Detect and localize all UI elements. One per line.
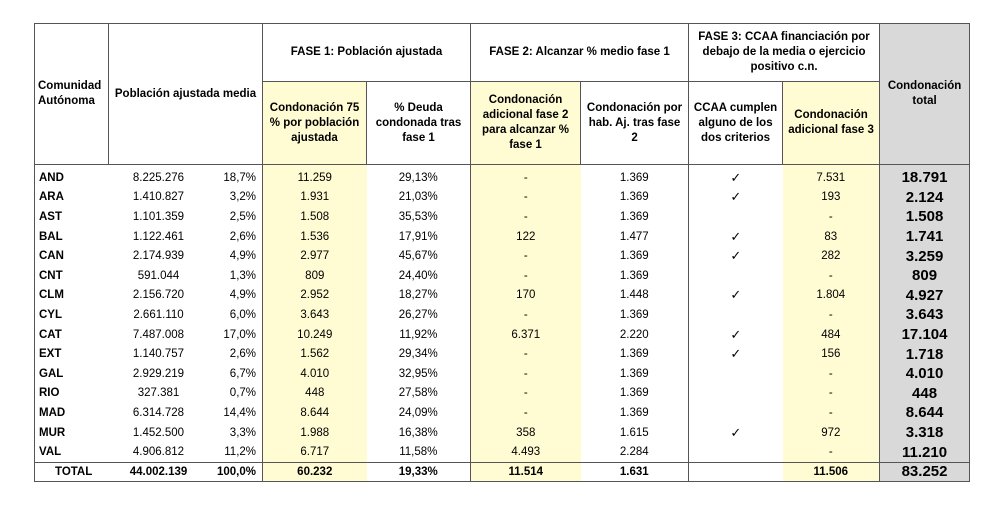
cell-f2-adicional: - — [471, 305, 581, 325]
cell-f2-hab: 1.369 — [581, 384, 689, 404]
cell-total: 3.318 — [880, 423, 970, 443]
cell-f2-hab: 1.477 — [581, 227, 689, 247]
header-poblacion: Población ajustada media — [109, 24, 263, 165]
cell-total: 11.210 — [880, 442, 970, 462]
cell-f3-adicional: 7.531 — [783, 165, 880, 188]
table-row — [35, 403, 970, 423]
cell-code: MUR — [35, 423, 109, 443]
cell-f2-adicional: - — [471, 207, 581, 227]
cell-f1-deuda: 29,34% — [367, 344, 471, 364]
table-row — [35, 188, 970, 208]
table-row — [35, 266, 970, 286]
cell-f1-condonacion: 1.536 — [263, 227, 367, 247]
table-row — [35, 442, 970, 462]
cell-total: 2.124 — [880, 188, 970, 208]
condonacion-table — [34, 23, 970, 482]
cell-f1-deuda: 19,33% — [367, 462, 471, 481]
cell-f1-condonacion: 4.010 — [263, 364, 367, 384]
cell-f2-hab: 1.369 — [581, 403, 689, 423]
cell-code: ARA — [35, 188, 109, 208]
cell-total: 8.644 — [880, 403, 970, 423]
table-row — [35, 286, 970, 306]
cell-f3-adicional: 1.804 — [783, 286, 880, 306]
cell-f3-adicional: 972 — [783, 423, 880, 443]
cell-f3-adicional: 83 — [783, 227, 880, 247]
cell-poblacion: 1.410.827 — [132, 191, 185, 204]
cell-f1-condonacion: 8.644 — [263, 403, 367, 423]
cell-total: 83.252 — [880, 462, 970, 481]
cell-f3-cumplen — [689, 384, 783, 404]
cell-code: GAL — [35, 364, 109, 384]
cell-total: 3.643 — [880, 305, 970, 325]
table-row — [35, 227, 970, 247]
cell-f1-deuda: 29,13% — [367, 165, 471, 188]
cell-poblacion: 1.452.500 — [132, 426, 185, 439]
cell-f1-condonacion: 1.931 — [263, 188, 367, 208]
cell-f2-adicional: 170 — [471, 286, 581, 306]
header-fase1: FASE 1: Población ajustada — [263, 24, 471, 82]
cell-total: 17.104 — [880, 325, 970, 345]
cell-f1-condonacion: 10.249 — [263, 325, 367, 345]
cell-f3-adicional: - — [783, 207, 880, 227]
cell-code: EXT — [35, 344, 109, 364]
cell-porcentaje: 3,2% — [229, 191, 257, 204]
cell-f3-adicional: 156 — [783, 344, 880, 364]
cell-f2-adicional: - — [471, 384, 581, 404]
cell-poblacion: 8.225.276 — [132, 171, 185, 184]
cell-porcentaje: 2,5% — [229, 210, 257, 223]
cell-f3-cumplen: ✓ — [730, 228, 742, 244]
cell-f1-condonacion: 1.988 — [263, 423, 367, 443]
cell-f2-hab: 1.369 — [581, 266, 689, 286]
cell-f2-adicional: - — [471, 246, 581, 266]
cell-poblacion: 2.929.219 — [132, 367, 185, 380]
cell-f3-adicional: - — [783, 442, 880, 462]
cell-total: 1.741 — [880, 227, 970, 247]
cell-porcentaje: 4,9% — [229, 250, 257, 263]
cell-f2-hab: 1.369 — [581, 207, 689, 227]
cell-code: CAT — [35, 325, 109, 345]
cell-f3-adicional: - — [783, 364, 880, 384]
cell-porcentaje: 2,6% — [229, 348, 257, 361]
cell-f3-cumplen — [689, 266, 783, 286]
cell-f1-condonacion: 6.717 — [263, 442, 367, 462]
cell-f3-cumplen: ✓ — [730, 346, 742, 362]
header-f2-adicional: Condonación adicional fase 2 para alcanzar % fase 1 — [471, 82, 581, 165]
cell-poblacion: 2.156.720 — [132, 289, 185, 302]
cell-total: 3.259 — [880, 246, 970, 266]
cell-f3-adicional: - — [783, 403, 880, 423]
cell-total: 4.010 — [880, 364, 970, 384]
cell-f1-deuda: 32,95% — [367, 364, 471, 384]
cell-total: 448 — [880, 384, 970, 404]
cell-poblacion: 1.122.461 — [132, 230, 185, 243]
header-fase2: FASE 2: Alcanzar % medio fase 1 — [471, 24, 689, 82]
cell-f3-cumplen: ✓ — [730, 248, 742, 264]
cell-f1-deuda: 27,58% — [367, 384, 471, 404]
cell-f2-adicional: - — [471, 344, 581, 364]
cell-poblacion: 2.661.110 — [133, 308, 184, 321]
cell-f3-adicional: 193 — [783, 188, 880, 208]
cell-poblacion: 1.101.359 — [132, 210, 185, 223]
cell-f1-deuda: 26,27% — [367, 305, 471, 325]
cell-f3-cumplen — [689, 305, 783, 325]
header-fase3: FASE 3: CCAA financiación por debajo de la media o ejercicio positivo c.n. — [689, 24, 880, 82]
cell-f2-hab: 1.369 — [581, 344, 689, 364]
cell-f3-adicional: - — [783, 384, 880, 404]
cell-f2-adicional: - — [471, 165, 581, 188]
cell-f3-cumplen — [689, 462, 783, 481]
cell-f2-adicional: 6.371 — [471, 325, 581, 345]
cell-total: 809 — [880, 266, 970, 286]
cell-f3-adicional: 484 — [783, 325, 880, 345]
cell-f3-cumplen: ✓ — [730, 287, 742, 303]
cell-f1-condonacion: 448 — [263, 384, 367, 404]
cell-f1-condonacion: 3.643 — [263, 305, 367, 325]
cell-f3-cumplen — [689, 442, 783, 462]
cell-code: TOTAL — [35, 462, 109, 481]
cell-f1-condonacion: 809 — [263, 266, 367, 286]
cell-code: RIO — [35, 384, 109, 404]
cell-f3-adicional: 282 — [783, 246, 880, 266]
cell-porcentaje: 2,6% — [229, 230, 257, 243]
cell-code: BAL — [35, 227, 109, 247]
cell-porcentaje: 17,0% — [223, 328, 257, 341]
cell-f2-adicional: 11.514 — [471, 462, 581, 481]
header-comunidad: Comunidad Autónoma — [35, 24, 109, 165]
cell-total: 1.718 — [880, 344, 970, 364]
totals-row — [35, 462, 970, 481]
cell-porcentaje: 18,7% — [223, 171, 257, 184]
cell-poblacion: 591.044 — [137, 269, 180, 282]
table-row — [35, 165, 970, 188]
cell-porcentaje: 3,3% — [229, 426, 257, 439]
cell-f2-adicional: - — [471, 266, 581, 286]
header-f3-adicional: Condonación adicional fase 3 — [783, 82, 880, 165]
cell-f2-hab: 1.631 — [581, 462, 689, 481]
cell-f2-hab: 1.369 — [581, 305, 689, 325]
cell-poblacion: 1.140.757 — [132, 348, 185, 361]
cell-f2-hab: 1.369 — [581, 165, 689, 188]
cell-f3-adicional: - — [783, 266, 880, 286]
cell-f1-deuda: 45,67% — [367, 246, 471, 266]
cell-poblacion: 327.381 — [137, 387, 180, 400]
cell-f1-deuda: 11,92% — [367, 325, 471, 345]
cell-poblacion: 44.002.139 — [109, 462, 197, 481]
cell-f1-deuda: 11,58% — [367, 442, 471, 462]
cell-f3-cumplen: ✓ — [730, 189, 742, 205]
cell-f2-adicional: 122 — [471, 227, 581, 247]
cell-code: CNT — [35, 266, 109, 286]
cell-f3-adicional: - — [783, 305, 880, 325]
cell-f2-adicional: 358 — [471, 423, 581, 443]
cell-code: VAL — [35, 442, 109, 462]
cell-f1-deuda: 16,38% — [367, 423, 471, 443]
cell-code: CLM — [35, 286, 109, 306]
cell-f2-hab: 1.369 — [581, 188, 689, 208]
cell-poblacion: 4.906.812 — [132, 446, 185, 459]
cell-porcentaje: 4,9% — [229, 289, 257, 302]
cell-f1-deuda: 35,53% — [367, 207, 471, 227]
cell-porcentaje: 11,2% — [224, 446, 257, 459]
table-row — [35, 305, 970, 325]
cell-porcentaje: 1,3% — [229, 269, 257, 282]
cell-f1-condonacion: 60.232 — [263, 462, 367, 481]
cell-f3-adicional: 11.506 — [783, 462, 880, 481]
cell-f2-hab: 2.284 — [581, 442, 689, 462]
cell-total: 4.927 — [880, 286, 970, 306]
cell-porcentaje: 6,7% — [229, 367, 257, 380]
table-row — [35, 344, 970, 364]
cell-f2-hab: 2.220 — [581, 325, 689, 345]
header-f1-deuda: % Deuda condonada tras fase 1 — [367, 82, 471, 165]
cell-f2-hab: 1.615 — [581, 423, 689, 443]
cell-f3-cumplen — [689, 207, 783, 227]
cell-total: 1.508 — [880, 207, 970, 227]
cell-f2-adicional: - — [471, 364, 581, 384]
cell-f3-cumplen: ✓ — [730, 424, 742, 440]
cell-f1-deuda: 24,09% — [367, 403, 471, 423]
header-total: Condonación total — [880, 24, 970, 165]
cell-porcentaje: 6,0% — [229, 308, 257, 321]
cell-f3-cumplen: ✓ — [730, 169, 742, 185]
cell-f1-deuda: 17,91% — [367, 227, 471, 247]
cell-code: AST — [35, 207, 109, 227]
cell-f1-condonacion: 11.259 — [263, 165, 367, 188]
cell-code: CAN — [35, 246, 109, 266]
cell-f3-cumplen — [689, 403, 783, 423]
table-row — [35, 364, 970, 384]
cell-code: CYL — [35, 305, 109, 325]
cell-f1-deuda: 24,40% — [367, 266, 471, 286]
cell-f1-condonacion: 1.508 — [263, 207, 367, 227]
table-row — [35, 207, 970, 227]
cell-total: 18.791 — [880, 165, 970, 188]
cell-f2-hab: 1.369 — [581, 246, 689, 266]
cell-code: MAD — [35, 403, 109, 423]
cell-porcentaje: 100,0% — [197, 462, 263, 481]
cell-porcentaje: 14,4% — [223, 406, 257, 419]
cell-porcentaje: 0,7% — [229, 387, 257, 400]
cell-f3-cumplen: ✓ — [730, 326, 742, 342]
cell-poblacion: 6.314.728 — [132, 406, 185, 419]
header-f3-cumplen: CCAA cumplen alguno de los dos criterios — [689, 82, 783, 165]
cell-f2-hab: 1.448 — [581, 286, 689, 306]
cell-f1-deuda: 18,27% — [367, 286, 471, 306]
table-row — [35, 423, 970, 443]
cell-f1-deuda: 21,03% — [367, 188, 471, 208]
cell-poblacion: 7.487.008 — [132, 328, 185, 341]
header-f2-hab: Condonación por hab. Aj. tras fase 2 — [581, 82, 689, 165]
cell-f1-condonacion: 2.952 — [263, 286, 367, 306]
cell-f1-condonacion: 1.562 — [263, 344, 367, 364]
cell-f1-condonacion: 2.977 — [263, 246, 367, 266]
table-row — [35, 246, 970, 266]
cell-f3-cumplen — [689, 364, 783, 384]
table-row — [35, 325, 970, 345]
cell-code: AND — [35, 165, 109, 188]
cell-f2-adicional: - — [471, 403, 581, 423]
cell-f2-adicional: 4.493 — [471, 442, 581, 462]
cell-poblacion: 2.174.939 — [132, 250, 185, 263]
cell-f2-adicional: - — [471, 188, 581, 208]
table-row — [35, 384, 970, 404]
header-f1-condonacion: Condonación 75 % por población ajustada — [263, 82, 367, 165]
cell-f2-hab: 1.369 — [581, 364, 689, 384]
